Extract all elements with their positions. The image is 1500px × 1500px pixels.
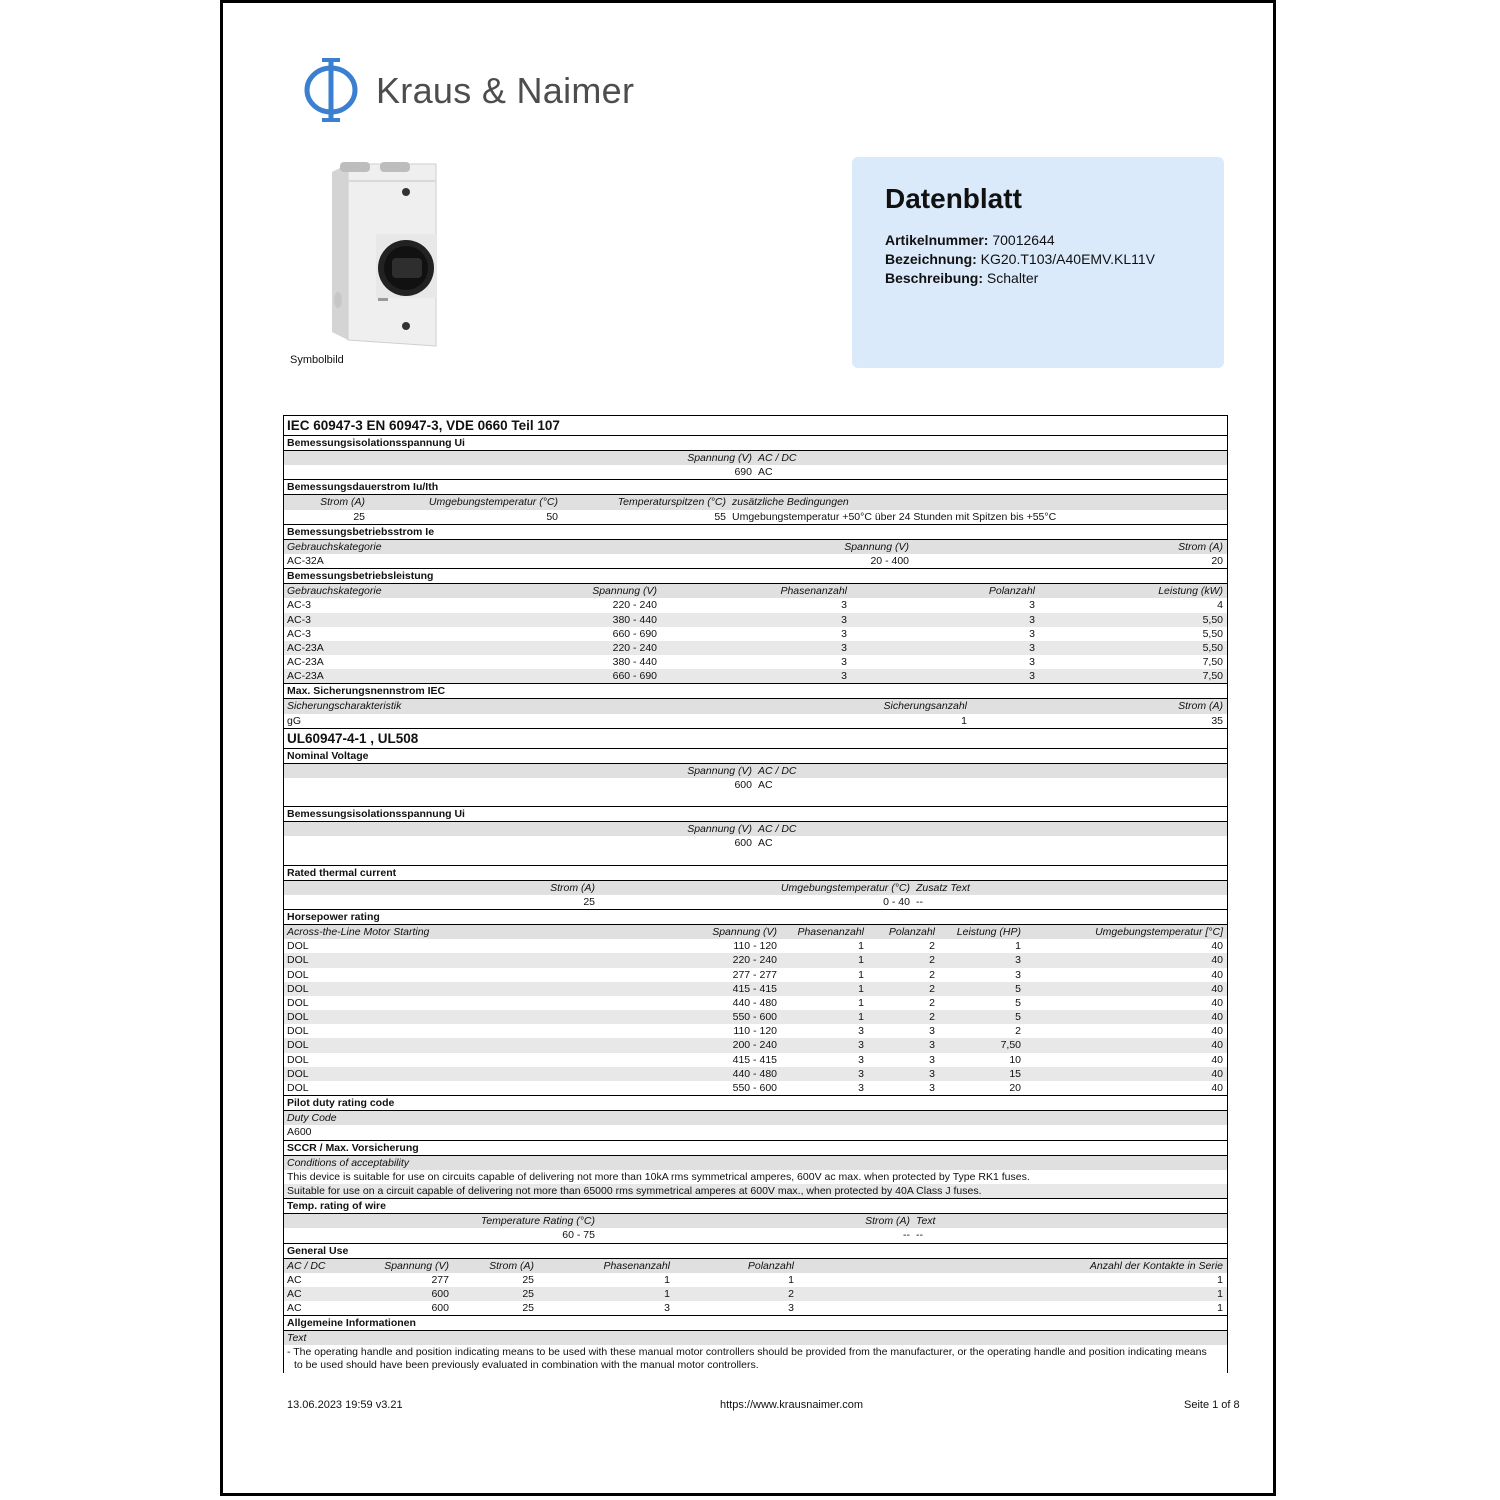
table-header-row: Gebrauchskategorie Spannung (V) Strom (A) bbox=[284, 540, 1227, 554]
table-row: DOL 440 - 480 1 2 5 40 bbox=[287, 996, 1223, 1009]
section-title: Horsepower rating bbox=[284, 909, 1227, 925]
product-switch-image bbox=[318, 160, 444, 350]
table-row: AC-23A 660 - 690 3 3 7,50 bbox=[284, 669, 1227, 683]
table-header-row: Conditions of acceptability bbox=[284, 1156, 1227, 1170]
table-row: gG 1 35 bbox=[287, 714, 1223, 727]
table-header-row: Across-the-Line Motor Starting Spannung (V) Phasenanzahl Polanzahl Leistung (HP) Umgebungstemperatur [°C] bbox=[284, 925, 1227, 939]
section-title: Temp. rating of wire bbox=[284, 1198, 1227, 1214]
table-row: DOL 415 - 415 1 2 5 40 bbox=[284, 982, 1227, 996]
table-header-row: Temperature Rating (°C) Strom (A) Text bbox=[284, 1214, 1227, 1228]
table-row: AC 600 25 1 2 1 bbox=[284, 1287, 1227, 1301]
table-header-row: Duty Code bbox=[284, 1111, 1227, 1125]
section-title: SCCR / Max. Vorsicherung bbox=[284, 1140, 1227, 1156]
table-row: DOL 277 - 277 1 2 3 40 bbox=[287, 968, 1223, 981]
table-row: AC-23A 380 - 440 3 3 7,50 bbox=[287, 656, 1223, 669]
table-row: Suitable for use on a circuit capable of delivering not more than 65000 rms symmetrical amperes at 600V max., when protected by 40A Class J fuses. bbox=[284, 1184, 1227, 1198]
table-header-row: Gebrauchskategorie Spannung (V) Phasenanzahl Polanzahl Leistung (kW) bbox=[284, 584, 1227, 598]
table-row: 60 - 75 -- -- bbox=[562, 1229, 923, 1242]
table-row: AC-3 220 - 240 3 3 4 bbox=[287, 599, 1223, 612]
table-row: DOL 440 - 480 3 3 15 40 bbox=[284, 1067, 1227, 1081]
table-row: AC 277 25 1 1 1 bbox=[287, 1273, 1223, 1286]
table-row: 600 AC bbox=[734, 779, 773, 791]
section-title: Max. Sicherungsnennstrom IEC bbox=[284, 683, 1227, 699]
table-row: DOL 220 - 240 1 2 3 40 bbox=[284, 953, 1227, 967]
table-row: This device is suitable for use on circuits capable of delivering not more than 10kA rms symmetrical amperes, 600V ac max. when protected by Type RK1 fuses. bbox=[287, 1170, 1030, 1183]
table-header-row: Spannung (V) AC / DC bbox=[284, 764, 1227, 778]
section-title: Bemessungsisolationsspannung Ui bbox=[284, 436, 1227, 451]
kraus-naimer-logo-icon bbox=[300, 55, 364, 125]
iec-standard-title: IEC 60947-3 EN 60947-3, VDE 0660 Teil 107 bbox=[284, 416, 1227, 436]
spacer-row bbox=[284, 851, 1227, 865]
table-row: AC-32A 20 - 400 20 bbox=[287, 554, 1223, 567]
spacer-row bbox=[284, 792, 1227, 806]
table-row: DOL 200 - 240 3 3 7,50 40 bbox=[284, 1038, 1227, 1052]
footer-page-number: Seite 1 of 8 bbox=[1184, 1399, 1240, 1411]
article-number-row: Artikelnummer: 70012644 bbox=[885, 232, 1055, 248]
table-header-row: Text bbox=[284, 1331, 1227, 1345]
section-title: Rated thermal current bbox=[284, 865, 1227, 881]
table-row: DOL 110 - 120 1 2 1 40 bbox=[287, 940, 1223, 953]
table-header-row: Strom (A) Umgebungstemperatur (°C) Zusatz Text bbox=[284, 881, 1227, 895]
table-row: 25 50 55 Umgebungstemperatur +50°C über 24 Stunden mit Spitzen bis +55°C bbox=[353, 510, 1057, 523]
table-row: A600 bbox=[287, 1126, 312, 1139]
table-row: DOL 550 - 600 1 2 5 40 bbox=[284, 1010, 1227, 1024]
table-header-row: Spannung (V) AC / DC bbox=[284, 451, 1227, 465]
section-title: Pilot duty rating code bbox=[284, 1095, 1227, 1111]
table-row: DOL 550 - 600 3 3 20 40 bbox=[287, 1082, 1223, 1094]
description-row: Beschreibung: Schalter bbox=[885, 270, 1039, 286]
datasheet-title: Datenblatt bbox=[885, 183, 1022, 214]
table-header-row: Strom (A) Umgebungstemperatur (°C) Temperaturspitzen (°C) zusätzliche Bedingungen bbox=[284, 495, 1227, 509]
table-header-row: Sicherungscharakteristik Sicherungsanzahl Strom (A) bbox=[284, 699, 1227, 713]
table-row: 25 0 - 40 -- bbox=[583, 895, 923, 908]
table-header-row: Spannung (V) AC / DC bbox=[284, 822, 1227, 836]
section-title: Bemessungsdauerstrom Iu/Ith bbox=[284, 479, 1227, 495]
table-row: 600 AC bbox=[734, 837, 773, 850]
table-row: DOL 415 - 415 3 3 10 40 bbox=[287, 1053, 1223, 1066]
ul-standard-title: UL60947-4-1 , UL508 bbox=[284, 728, 1227, 749]
table-row: AC-3 660 - 690 3 3 5,50 bbox=[287, 627, 1223, 640]
section-title: Bemessungsisolationsspannung Ui bbox=[284, 806, 1227, 822]
designation-row: Bezeichnung: KG20.T103/A40EMV.KL11V bbox=[885, 251, 1156, 267]
footer-date: 13.06.2023 19:59 v3.21 bbox=[287, 1399, 403, 1411]
section-title: Allgemeine Informationen bbox=[284, 1315, 1227, 1331]
datasheet-info-box bbox=[852, 157, 1224, 368]
table-row: AC 600 25 3 3 1 bbox=[287, 1302, 1223, 1315]
table-row: 690 AC bbox=[734, 466, 773, 479]
brand-name: Kraus & Naimer bbox=[376, 70, 635, 111]
table-row: AC-23A 220 - 240 3 3 5,50 bbox=[284, 641, 1227, 655]
table-row: DOL 110 - 120 3 3 2 40 bbox=[287, 1025, 1223, 1038]
general-info-text: - The operating handle and position indicating means to be used with these manual motor controllers should be provided from the manufacturer, or the operating handle and position indicating means to be used should have been previously evaluated in combination with the manual motor controllers. bbox=[287, 1346, 1207, 1372]
section-title: General Use bbox=[284, 1243, 1227, 1259]
image-caption: Symbolbild bbox=[290, 354, 344, 366]
section-title: Nominal Voltage bbox=[284, 749, 1227, 764]
spec-table bbox=[283, 415, 1228, 1373]
table-row: AC-3 380 - 440 3 3 5,50 bbox=[284, 613, 1227, 627]
table-header-row: AC / DC Spannung (V) Strom (A) Phasenanzahl Polanzahl Anzahl der Kontakte in Serie bbox=[284, 1259, 1227, 1273]
section-title: Bemessungsbetriebsleistung bbox=[284, 568, 1227, 584]
section-title: Bemessungsbetriebsstrom Ie bbox=[284, 524, 1227, 540]
footer-url[interactable]: https://www.krausnaimer.com bbox=[720, 1399, 864, 1411]
